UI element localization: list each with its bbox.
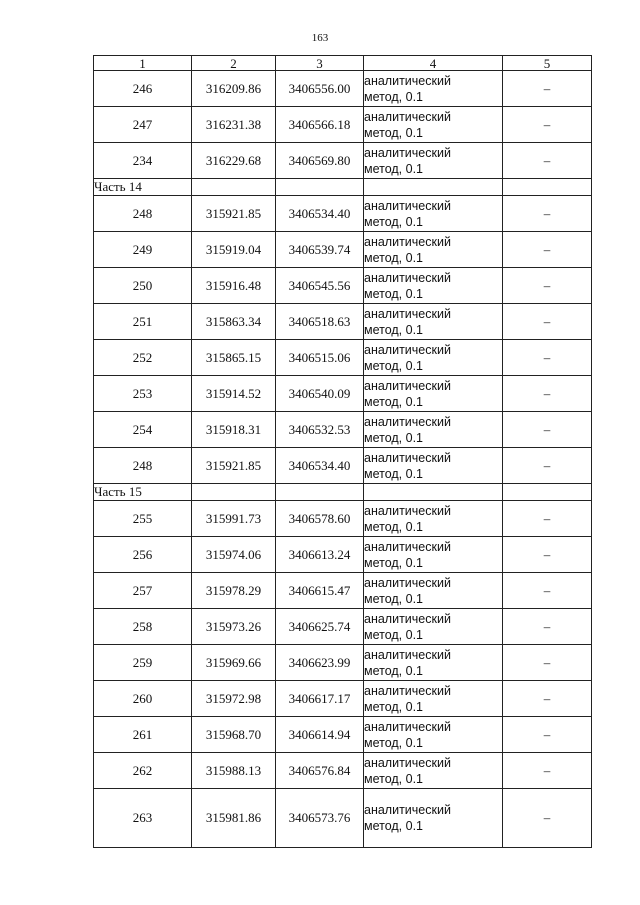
point-number: 260 bbox=[94, 681, 192, 717]
table-row bbox=[94, 573, 592, 609]
method-cell bbox=[364, 71, 503, 107]
method-cell bbox=[364, 753, 503, 789]
note-dash: – bbox=[503, 753, 592, 789]
column-header-2: 2 bbox=[192, 56, 276, 71]
coordinate-y: 3406576.84 bbox=[276, 753, 364, 789]
note-dash: – bbox=[503, 268, 592, 304]
note-dash: – bbox=[503, 376, 592, 412]
method-line-2: метод, 0.1 bbox=[364, 735, 424, 750]
method-cell bbox=[364, 448, 503, 484]
method-line-1: аналитический bbox=[364, 306, 451, 321]
coordinate-x: 316229.68 bbox=[192, 143, 276, 179]
header-row bbox=[94, 56, 592, 71]
method-line-2: метод, 0.1 bbox=[364, 286, 424, 301]
table-row bbox=[94, 753, 592, 789]
point-number: 248 bbox=[94, 196, 192, 232]
note-dash: – bbox=[503, 304, 592, 340]
method-line-2: метод, 0.1 bbox=[364, 663, 424, 678]
method-line-2: метод, 0.1 bbox=[364, 125, 424, 140]
section-row bbox=[94, 484, 592, 501]
empty-cell bbox=[192, 484, 276, 501]
method-cell bbox=[364, 107, 503, 143]
method-cell bbox=[364, 340, 503, 376]
method-line-1: аналитический bbox=[364, 270, 451, 285]
note-dash: – bbox=[503, 573, 592, 609]
table-row bbox=[94, 789, 592, 848]
method-cell bbox=[364, 196, 503, 232]
coordinate-x: 315991.73 bbox=[192, 501, 276, 537]
note-dash: – bbox=[503, 107, 592, 143]
point-number: 252 bbox=[94, 340, 192, 376]
method-line-2: метод, 0.1 bbox=[364, 394, 424, 409]
note-dash: – bbox=[503, 412, 592, 448]
note-dash: – bbox=[503, 789, 592, 848]
method-cell bbox=[364, 232, 503, 268]
table-row bbox=[94, 537, 592, 573]
section-row bbox=[94, 179, 592, 196]
coordinate-x: 315921.85 bbox=[192, 196, 276, 232]
coordinate-y: 3406614.94 bbox=[276, 717, 364, 753]
coordinate-y: 3406566.18 bbox=[276, 107, 364, 143]
note-dash: – bbox=[503, 448, 592, 484]
method-line-1: аналитический bbox=[364, 683, 451, 698]
point-number: 253 bbox=[94, 376, 192, 412]
coordinate-y: 3406539.74 bbox=[276, 232, 364, 268]
coordinate-y: 3406569.80 bbox=[276, 143, 364, 179]
coordinate-x: 315921.85 bbox=[192, 448, 276, 484]
note-dash: – bbox=[503, 143, 592, 179]
coordinate-y: 3406534.40 bbox=[276, 196, 364, 232]
column-header-1: 1 bbox=[94, 56, 192, 71]
method-line-1: аналитический bbox=[364, 575, 451, 590]
method-line-2: метод, 0.1 bbox=[364, 430, 424, 445]
empty-cell bbox=[276, 179, 364, 196]
method-line-2: метод, 0.1 bbox=[364, 699, 424, 714]
empty-cell bbox=[503, 179, 592, 196]
method-cell bbox=[364, 789, 503, 848]
method-line-2: метод, 0.1 bbox=[364, 161, 424, 176]
coordinate-y: 3406515.06 bbox=[276, 340, 364, 376]
method-line-2: метод, 0.1 bbox=[364, 627, 424, 642]
point-number: 263 bbox=[94, 789, 192, 848]
point-number: 246 bbox=[94, 71, 192, 107]
coordinate-x: 315919.04 bbox=[192, 232, 276, 268]
point-number: 234 bbox=[94, 143, 192, 179]
coordinate-x: 315968.70 bbox=[192, 717, 276, 753]
method-line-1: аналитический bbox=[364, 450, 451, 465]
method-cell bbox=[364, 573, 503, 609]
coordinate-y: 3406556.00 bbox=[276, 71, 364, 107]
table-row bbox=[94, 196, 592, 232]
note-dash: – bbox=[503, 609, 592, 645]
method-line-1: аналитический bbox=[364, 145, 451, 160]
coordinate-x: 315969.66 bbox=[192, 645, 276, 681]
method-line-1: аналитический bbox=[364, 719, 451, 734]
method-line-2: метод, 0.1 bbox=[364, 322, 424, 337]
note-dash: – bbox=[503, 645, 592, 681]
coordinate-y: 3406534.40 bbox=[276, 448, 364, 484]
coordinate-y: 3406617.17 bbox=[276, 681, 364, 717]
point-number: 259 bbox=[94, 645, 192, 681]
point-number: 248 bbox=[94, 448, 192, 484]
table-row bbox=[94, 681, 592, 717]
method-line-1: аналитический bbox=[364, 611, 451, 626]
page-number: 163 bbox=[311, 32, 329, 44]
point-number: 249 bbox=[94, 232, 192, 268]
method-line-1: аналитический bbox=[364, 73, 451, 88]
table-row bbox=[94, 376, 592, 412]
method-cell bbox=[364, 717, 503, 753]
point-number: 262 bbox=[94, 753, 192, 789]
coordinate-x: 315918.31 bbox=[192, 412, 276, 448]
table-row bbox=[94, 143, 592, 179]
point-number: 247 bbox=[94, 107, 192, 143]
method-line-1: аналитический bbox=[364, 414, 451, 429]
table-row bbox=[94, 501, 592, 537]
method-cell bbox=[364, 412, 503, 448]
table-body bbox=[94, 71, 592, 848]
method-cell bbox=[364, 376, 503, 412]
point-number: 256 bbox=[94, 537, 192, 573]
method-line-1: аналитический bbox=[364, 539, 451, 554]
coordinate-x: 315972.98 bbox=[192, 681, 276, 717]
coordinate-x: 315916.48 bbox=[192, 268, 276, 304]
method-line-1: аналитический bbox=[364, 109, 451, 124]
point-number: 254 bbox=[94, 412, 192, 448]
table-row bbox=[94, 71, 592, 107]
coordinates-table bbox=[93, 55, 592, 848]
coordinate-x: 315863.34 bbox=[192, 304, 276, 340]
empty-cell bbox=[364, 179, 503, 196]
method-line-2: метод, 0.1 bbox=[364, 519, 424, 534]
table-row bbox=[94, 609, 592, 645]
method-line-2: метод, 0.1 bbox=[364, 591, 424, 606]
method-line-1: аналитический bbox=[364, 342, 451, 357]
note-dash: – bbox=[503, 537, 592, 573]
coordinate-x: 315978.29 bbox=[192, 573, 276, 609]
column-header-4: 4 bbox=[364, 56, 503, 71]
method-cell bbox=[364, 304, 503, 340]
table-header bbox=[94, 56, 592, 71]
coordinate-y: 3406625.74 bbox=[276, 609, 364, 645]
note-dash: – bbox=[503, 717, 592, 753]
note-dash: – bbox=[503, 501, 592, 537]
coordinate-x: 315914.52 bbox=[192, 376, 276, 412]
table-row bbox=[94, 232, 592, 268]
note-dash: – bbox=[503, 196, 592, 232]
coordinate-y: 3406540.09 bbox=[276, 376, 364, 412]
point-number: 258 bbox=[94, 609, 192, 645]
coordinate-x: 315988.13 bbox=[192, 753, 276, 789]
table-row bbox=[94, 304, 592, 340]
coordinate-y: 3406545.56 bbox=[276, 268, 364, 304]
method-line-2: метод, 0.1 bbox=[364, 466, 424, 481]
empty-cell bbox=[503, 484, 592, 501]
point-number: 251 bbox=[94, 304, 192, 340]
column-header-3: 3 bbox=[276, 56, 364, 71]
method-line-2: метод, 0.1 bbox=[364, 771, 424, 786]
empty-cell bbox=[364, 484, 503, 501]
method-line-2: метод, 0.1 bbox=[364, 214, 424, 229]
coordinate-y: 3406578.60 bbox=[276, 501, 364, 537]
coordinate-x: 315974.06 bbox=[192, 537, 276, 573]
note-dash: – bbox=[503, 681, 592, 717]
method-cell bbox=[364, 501, 503, 537]
method-line-1: аналитический bbox=[364, 755, 451, 770]
point-number: 250 bbox=[94, 268, 192, 304]
method-line-2: метод, 0.1 bbox=[364, 555, 424, 570]
coordinate-y: 3406518.63 bbox=[276, 304, 364, 340]
method-cell bbox=[364, 537, 503, 573]
method-line-2: метод, 0.1 bbox=[364, 358, 424, 373]
coordinate-x: 315865.15 bbox=[192, 340, 276, 376]
section-label: Часть 14 bbox=[94, 179, 192, 196]
coordinate-y: 3406623.99 bbox=[276, 645, 364, 681]
method-cell bbox=[364, 645, 503, 681]
table-row bbox=[94, 268, 592, 304]
method-line-1: аналитический bbox=[364, 198, 451, 213]
section-label: Часть 15 bbox=[94, 484, 192, 501]
note-dash: – bbox=[503, 340, 592, 376]
coordinate-y: 3406615.47 bbox=[276, 573, 364, 609]
note-dash: – bbox=[503, 71, 592, 107]
empty-cell bbox=[192, 179, 276, 196]
note-dash: – bbox=[503, 232, 592, 268]
method-cell bbox=[364, 268, 503, 304]
method-line-1: аналитический bbox=[364, 378, 451, 393]
coordinate-x: 316209.86 bbox=[192, 71, 276, 107]
table-row bbox=[94, 448, 592, 484]
coordinate-y: 3406573.76 bbox=[276, 789, 364, 848]
coordinate-x: 315981.86 bbox=[192, 789, 276, 848]
method-cell bbox=[364, 143, 503, 179]
method-line-2: метод, 0.1 bbox=[364, 89, 424, 104]
point-number: 261 bbox=[94, 717, 192, 753]
method-line-1: аналитический bbox=[364, 803, 451, 817]
method-line-1: аналитический bbox=[364, 647, 451, 662]
method-line-1: аналитический bbox=[364, 503, 451, 518]
coordinate-y: 3406613.24 bbox=[276, 537, 364, 573]
column-header-5: 5 bbox=[503, 56, 592, 71]
method-line-2: метод, 0.1 bbox=[364, 819, 424, 833]
empty-cell bbox=[276, 484, 364, 501]
coordinate-x: 315973.26 bbox=[192, 609, 276, 645]
table-row bbox=[94, 107, 592, 143]
method-line-1: аналитический bbox=[364, 234, 451, 249]
method-cell bbox=[364, 681, 503, 717]
table-row bbox=[94, 412, 592, 448]
table-row bbox=[94, 645, 592, 681]
method-line-2: метод, 0.1 bbox=[364, 250, 424, 265]
method-cell bbox=[364, 609, 503, 645]
table-row bbox=[94, 717, 592, 753]
table-row bbox=[94, 340, 592, 376]
coordinate-x: 316231.38 bbox=[192, 107, 276, 143]
coordinate-y: 3406532.53 bbox=[276, 412, 364, 448]
point-number: 255 bbox=[94, 501, 192, 537]
point-number: 257 bbox=[94, 573, 192, 609]
